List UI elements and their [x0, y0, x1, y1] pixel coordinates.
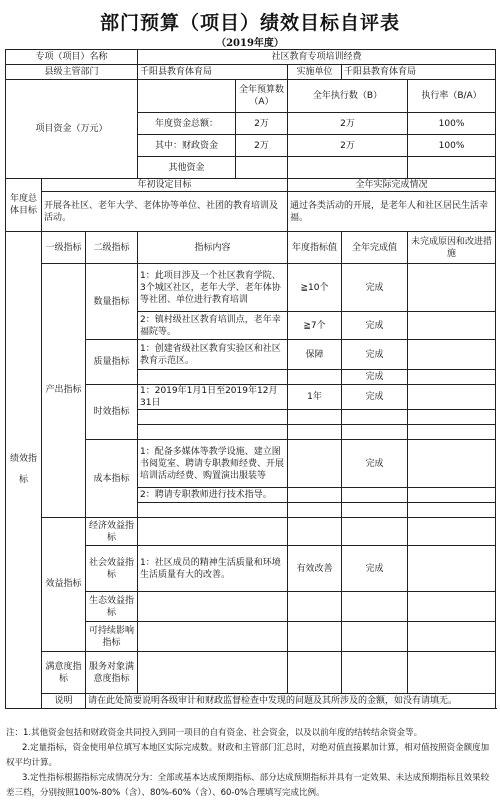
- perf-header-l2: 二级指标: [86, 232, 138, 264]
- perf-header-reason: 未完成原因和改进措施: [408, 232, 496, 264]
- sustain-label: 可持续影响指标: [86, 622, 138, 652]
- funds-col-budget: 全年预算数（A）: [236, 80, 288, 113]
- qual-2-done: 完成: [342, 370, 408, 385]
- goal-label: 年度总体目标: [6, 179, 42, 232]
- social-label: 社会效益指标: [86, 546, 138, 592]
- time-1-done: 完成: [342, 385, 408, 410]
- perf-header-l1: 一级指标: [42, 232, 86, 264]
- perf-label: 绩效指标: [6, 232, 42, 709]
- social-1-content: 1：社区成员的精神生活质量和环境生活质量有大的改善。: [138, 546, 288, 592]
- page-subtitle: （2019年度）: [216, 38, 284, 49]
- funds-row-other-label: 其他资金: [138, 157, 236, 179]
- qty-1-done: 完成: [342, 264, 408, 312]
- satis-label: 满意度指标: [42, 652, 86, 694]
- project-name-value: 社区教育专项培训经费: [138, 50, 496, 65]
- funds-row-fiscal-exec: 2万: [288, 135, 408, 157]
- goal-actual-text: 通过各类活动的开展，是老年人和社区居民生活幸福。: [288, 192, 496, 232]
- benefit-label: 效益指标: [42, 518, 86, 652]
- footnotes: [6, 726, 494, 801]
- goal-initial-text: 开展各社区、老年大学、老体协等单位、社团的教育培训及活动。: [42, 192, 288, 232]
- remark-text: 请在此处简要说明各级审计和财政监督检查中发现的问题及其所涉及的金额，如没有请填无。: [86, 694, 496, 709]
- time-1-value: 1年: [288, 385, 342, 410]
- time-1-content: 1：2019年1月1日至2019年12月31日: [138, 385, 288, 410]
- eco-label: 生态效益指标: [86, 592, 138, 622]
- social-1-done: 完成: [342, 546, 408, 592]
- perf-header-content: 指标内容: [138, 232, 288, 264]
- funds-row-other-rate: [408, 157, 496, 179]
- impl-label: 实施单位: [288, 65, 342, 80]
- time-label: 时效指标: [86, 385, 138, 440]
- remark-label: 说明: [42, 694, 86, 709]
- funds-col-rate: 执行率（B/A）: [408, 80, 496, 113]
- dept-label: 县级主管部门: [6, 65, 138, 80]
- cost-1-content: 1：配备多媒体等教学设施、建立图书阅览室、聘请专职教师经费、开展培训活动经费、购置演出服装等: [138, 440, 288, 488]
- funds-row-other-budget: [236, 157, 288, 179]
- satis-l2-label: 服务对象满意度指标: [86, 652, 138, 694]
- qual-1-content: 1：创建省级社区教育实验区和社区教育示范区。: [138, 340, 288, 370]
- note-2: 2.定量指标，资金使用单位填写本地区实际完成数。财政和主管部门汇总时，对绝对值直接累加计算，相对值按照资金额度加权平均计算。: [6, 743, 490, 768]
- perf-header-value: 年度指标值: [288, 232, 342, 264]
- qty-label: 数量指标: [86, 264, 138, 340]
- funds-row-total-exec: 2万: [288, 113, 408, 135]
- qty-2-content: 2：镇村级社区教育培训点，老年幸福院等。: [138, 312, 288, 340]
- output-label: 产出指标: [42, 264, 86, 518]
- goal-initial-label: 年初设定目标: [42, 179, 288, 192]
- qty-1-content: 1：此项目涉及一个社区教育学院、3个城区社区，老年大学、老年体协等社团、单位进行教育培训: [138, 264, 288, 312]
- funds-row-other-exec: [288, 157, 408, 179]
- qty-2-done: 完成: [342, 312, 408, 340]
- goal-actual-label: 全年实际完成情况: [288, 179, 496, 192]
- qual-1-done: 完成: [342, 340, 408, 370]
- cost-label: 成本指标: [86, 440, 138, 518]
- social-1-value: 有效改善: [288, 546, 342, 592]
- funds-label: 项目资金（万元）: [6, 80, 138, 179]
- qty-1-value: ≧10个: [288, 264, 342, 312]
- cost-1-done: 完成: [342, 440, 408, 488]
- qty-2-value: ≧7个: [288, 312, 342, 340]
- funds-row-fiscal-budget: 2万: [236, 135, 288, 157]
- econ-label: 经济效益指标: [86, 518, 138, 546]
- project-name-label: 专项（项目）名称: [6, 50, 138, 65]
- funds-col-exec: 全年执行数（B）: [288, 80, 408, 113]
- note-1: 注：1.其他资金包括和财政资金共同投入到同一项目的自有资金、社会资金，以及以前年度的结转结余资金等。: [6, 728, 423, 738]
- perf-header-done: 全年完成值: [342, 232, 408, 264]
- self-evaluation-table: [5, 49, 496, 709]
- qual-1-value: 保障: [288, 340, 342, 370]
- funds-row-total-label: 年度资金总额：: [138, 113, 236, 135]
- page-title: 部门预算（项目）绩效目标自评表: [99, 12, 400, 34]
- cost-2-content: 2：聘请专职教师进行技术指导。: [138, 488, 288, 503]
- dept-value: 千阳县教育体育局: [138, 65, 288, 80]
- qual-label: 质量指标: [86, 340, 138, 385]
- note-3: 3.定性指标根据指标完成情况分为：全部或基本达成预期指标、部分达成预期指标并具有一定效果、未达成预期指标且效果较差三档，分别按照100%-80%（含）、80%-60%（含）、60-0%合理填写完成比例。: [6, 773, 490, 798]
- funds-row-fiscal-label: 其中：财政资金: [138, 135, 236, 157]
- funds-row-fiscal-rate: 100%: [408, 135, 496, 157]
- funds-row-total-budget: 2万: [236, 113, 288, 135]
- funds-row-total-rate: 100%: [408, 113, 496, 135]
- impl-value: 千阳县教育体育局: [342, 65, 496, 80]
